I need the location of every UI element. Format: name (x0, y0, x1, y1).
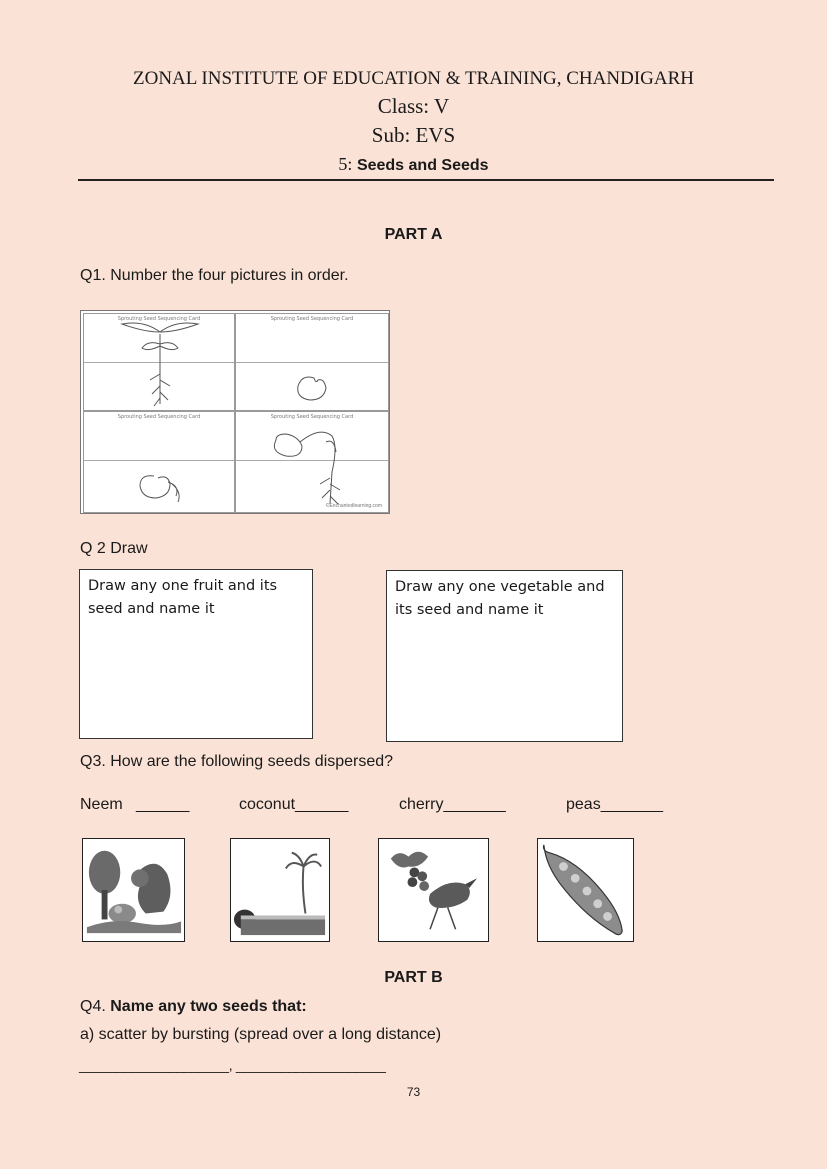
q2-text: Q 2 Draw (80, 540, 148, 557)
header-divider (78, 179, 774, 181)
q4-part-a: a) scatter by bursting (spread over a long distance) (80, 1026, 442, 1043)
bird-cherries-illustration (379, 839, 488, 941)
sequence-card (235, 411, 389, 513)
sprouting-seed-drawing (236, 412, 390, 514)
coconut-on-beach-picture (230, 838, 330, 942)
page-number: 73 (406, 1085, 421, 1099)
q4-text (80, 998, 307, 1016)
chapter-name: Seeds and Seeds (356, 157, 489, 174)
dispersal-item-neem: Neem ______ (80, 796, 190, 813)
dispersal-item-cherry: cherry_______ (399, 796, 506, 813)
card-caption: Sprouting Seed Sequencing Card (117, 414, 201, 420)
subject-label: Sub: EVS (371, 123, 456, 147)
sequence-card (235, 313, 389, 411)
draw-vegetable-box[interactable]: Draw any one vegetable and its seed and name it (386, 570, 623, 742)
chapter-title (0, 154, 827, 175)
seed-with-root-drawing (84, 412, 236, 514)
q1-text: Q1. Number the four pictures in order. (80, 267, 349, 284)
q4-instruction: Name any two seeds that: (110, 998, 307, 1015)
q4-number: Q4. (80, 998, 111, 1015)
seed-sequencing-cards (80, 310, 390, 514)
coconut-beach-illustration (231, 839, 329, 941)
card-watermark: ©Enchantedlearning.com (325, 503, 382, 509)
bird-with-cherries-picture (378, 838, 489, 942)
draw-fruit-box[interactable]: Draw any one fruit and its seed and name it (79, 569, 313, 739)
squirrel-tree-illustration (83, 839, 184, 941)
dispersal-item-peas: peas_______ (566, 796, 663, 813)
q3-text: Q3. How are the following seeds dispersed? (80, 753, 394, 770)
seedling-with-leaves-drawing (84, 314, 236, 412)
card-caption: Sprouting Seed Sequencing Card (117, 316, 201, 322)
institute-title: ZONAL INSTITUTE OF EDUCATION & TRAINING, CHANDIGARH (133, 68, 694, 89)
class-label: Class: V (377, 94, 450, 118)
seed-drawing (236, 314, 390, 412)
dispersal-item-coconut: coconut______ (239, 796, 349, 813)
pea-pod-illustration (538, 839, 633, 941)
squirrel-and-tree-picture (82, 838, 185, 942)
card-caption: Sprouting Seed Sequencing Card (270, 316, 354, 322)
card-caption: Sprouting Seed Sequencing Card (270, 414, 354, 420)
part-b-heading: PART B (384, 969, 443, 986)
pea-pod-picture (537, 838, 634, 942)
sequence-card (83, 411, 235, 513)
sequence-card (83, 313, 235, 411)
part-a-heading: PART A (384, 226, 443, 243)
chapter-number: 5: (338, 154, 357, 174)
q4-part-a-answer-blanks: ____________________, ____________________ (79, 1057, 386, 1073)
